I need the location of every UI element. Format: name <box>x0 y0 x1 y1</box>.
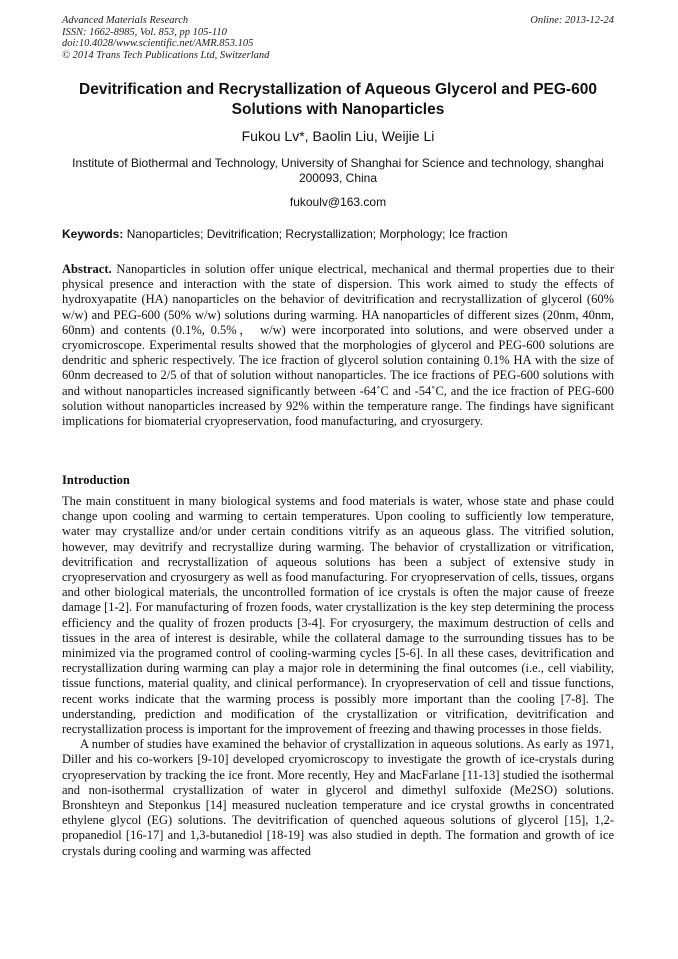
online-date: Online: 2013-12-24 <box>530 15 614 26</box>
issn-line: ISSN: 1662-8985, Vol. 853, pp 105-110 <box>62 26 227 38</box>
abstract <box>62 262 614 429</box>
introduction-body <box>62 494 614 859</box>
copyright-line: © 2014 Trans Tech Publications Ltd, Switzerland <box>62 49 270 61</box>
contact-email: fukoulv@163.com <box>289 195 387 209</box>
doi-line: doi:10.4028/www.scientific.net/AMR.853.105 <box>62 38 254 49</box>
journal-name: Advanced Materials Research <box>62 15 189 26</box>
abstract-text: Nanoparticles in solution offer unique electrical, mechanical and thermal properties due to their physical presence and interaction with the state of dispersion. This work aimed to study the effects of hydroxyapatite (HA) nanoparticles on the behavior of devitrification and recrystallization of glycerol (60% w/w) and PEG-600 (50% w/w) solutions during warming. HA nanoparticles of different sizes (20nm, 40nm, 60nm) and contents (0.1%, 0.5%， w/w) were incorporated into solutions, and were observed under a cryomicroscope. Experimental results showed that the morphologies of glycerol and PEG-600 solutions are dendritic and spheric respectively. The ice fraction of glycerol solution containing 0.1% HA with the size of 60nm decreased to 2/5 of that of solution without nanoparticles. The ice fractions of PEG-600 solutions with and without nanoparticles increased significantly between -64˚C and -54˚C, and the ice fraction of PEG-600 solution without nanoparticles increased by 92% within the temperature range. The findings have significant implications for biomaterial cryopreservation, food manufacturing, and cryosurgery. <box>62 262 614 429</box>
keywords-label: Keywords: <box>62 227 124 241</box>
intro-paragraph-2: A number of studies have examined the behavior of crystallization in aqueous solutions. As early as 1971, Diller and his co-workers [9-10] developed cryomicroscopy to investigate the growth of ice-crystals during cryopreservation by tracking the ice front. More recently, Hey and MacFarlane [11-13] studied the isothermal and non-isothermal crystallization of water in glycerol and dimethyl sulfoxide (Me2SO) solutions. Bronshteyn and Steponkus [14] measured nucleation temperature and ice crystal growths in concentrated ethylene glycol (EG) solutions. The devitrification of quenched aqueous solutions of glycerol [15], 1,2-propanediol [16-17] and 1,3-butanediol [18-19] was also studied in depth. The formation and growth of ice crystals during cooling and warming was affected <box>62 737 614 858</box>
affiliation: Institute of Biothermal and Technology, University of Shanghai for Science and technology, shanghai 200093, China <box>72 156 604 185</box>
paper-title: Devitrification and Recrystallization of Aqueous Glycerol and PEG-600 Solutions with Nanoparticles <box>79 81 597 118</box>
author-list: Fukou Lv*, Baolin Liu, Weijie Li <box>241 128 435 144</box>
intro-paragraph-1: The main constituent in many biological systems and food materials is water, whose state and phase could change upon cooling and warming to certain temperatures. Upon cooling to sufficiently low temperature, water may crystallize and/or under certain conditions vitrify as an aqueous glass. The vitrified solution, however, may devitrify and recrystallize during warming. The behavior of crystallization or vitrification, devitrification and recrystallization of aqueous solutions has been a subject of extensive study in cryopreservation and cryosurgery as well as food manufacturing. For cryopreservation of cells, tissues, organs and other biological materials, the uncontrolled formation of ice crystals is often the major cause of freeze damage [1-2]. For manufacturing of frozen foods, water crystallization is the key step determining the process efficiency and the quality of frozen products [3-4]. For cryosurgery, the maximum destruction of cells and tissues in the area of interest is desirable, while the collateral damage to the surrounding tissues has to be minimized via the programed control of cooling-warming cycles [5-6]. In all these cases, devitrification and recrystallization during warming can play a major role in determining the final outcomes (i.e., cell viability, tissue functions, material quality, and clinical performance). In cryopreservation of cell and tissue functions, recent works indicate that the warming process is possibly more important than the cooling [7-8]. The understanding, prediction and modification of the crystallization or vitrification, devitrification and recrystallization process is important for the improvement of freezing and thawing processes in those fields. <box>62 494 614 737</box>
keywords-text: Nanoparticles; Devitrification; Recrystallization; Morphology; Ice fraction <box>123 227 508 241</box>
keywords-line <box>62 227 614 241</box>
section-heading-introduction: Introduction <box>62 473 130 487</box>
abstract-label: Abstract. <box>62 262 112 276</box>
journal-header <box>62 15 614 61</box>
